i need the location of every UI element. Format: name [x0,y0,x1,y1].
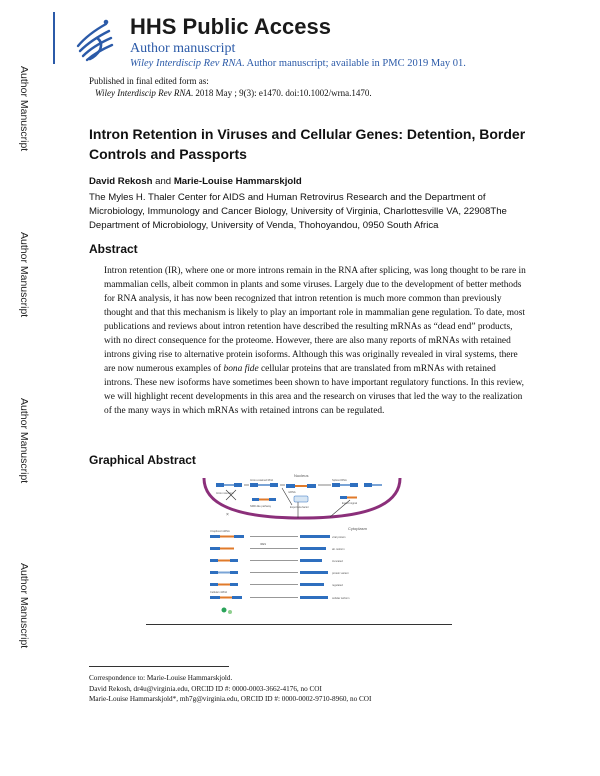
footnotes [89,673,371,705]
nuclear-transcripts [216,483,382,502]
svg-text:×: × [226,512,229,518]
cytoplasm-label: Cytoplasm [348,526,367,531]
cytoplasmic-products [210,529,349,614]
author-contact-2: Marie-Louise Hammarskjold*, mh7g@virginia.edu, ORCID ID #: 0000-0002-9710-8960, no COI [89,695,372,703]
svg-text:viral protein: viral protein [332,536,346,539]
svg-text:Export via factor: Export via factor [290,506,309,509]
published-as-note: Published in final edited form as: [89,76,209,86]
abstract-body [104,264,526,418]
author-list [89,176,302,187]
graphical-abstract-heading: Graphical Abstract [89,453,196,467]
svg-text:Intron-retained RNA: Intron-retained RNA [250,479,274,482]
figure-divider [146,624,452,625]
abstract-heading: Abstract [89,242,138,256]
svg-text:Cellular mRNA: Cellular mRNA [210,591,228,594]
sidebar-author-manuscript-4: Author Manuscript [18,563,30,649]
hhs-eagle-logo-icon [72,12,118,64]
svg-text:Intron retention: Intron retention [216,492,234,495]
citation-details: . 2018 May ; 9(3): e1470. doi:10.1002/wrna.1470. [190,88,372,98]
header-divider [53,12,55,64]
abstract-text-2: cellular proteins that are translated from mRNAs with retained introns. These new isoforms have sometimes been shown to have important regulatory functions. In this review, we will highlight recent developments in this area and the research on viruses that led the way to the realization of the many ways in which mRNAs with retained introns can be regulated. [104,364,524,416]
nucleus-label: Nucleus [294,473,309,478]
correspondence-note: Correspondence to: Marie-Louise Hammarskjold. [89,674,233,682]
svg-text:regulated: regulated [332,584,343,587]
svg-text:cellular isoform: cellular isoform [332,597,350,600]
author-name-2: Marie-Louise Hammarskjold [173,176,302,187]
hhs-public-access-title: HHS Public Access [130,14,331,39]
svg-text:alt. isoform: alt. isoform [332,548,345,551]
author-conjunction: and [155,176,172,187]
sidebar-author-manuscript-1: Author Manuscript [18,66,30,152]
sidebar-author-manuscript-2: Author Manuscript [18,232,30,318]
svg-text:Spliced RNA: Spliced RNA [332,479,347,482]
svg-text:protein variant: protein variant [332,572,349,575]
author-contact-1: David Rekosh, dr4u@virginia.edu, ORCID ID #: 0000-0003-3662-4176, no COI [89,684,322,693]
graphical-abstract-figure [190,470,415,618]
svg-text:mRNA: mRNA [288,491,296,494]
affiliations: The Myles H. Thaler Center for AIDS and Human Retrovirus Research and the Department of Microbiology, Immunology and Cancer Biology, University of Virginia, Charlottesville VA, 22908The Department of Microbiology, University of Venda, Thohoyandou, 0950 South Africa [89,192,507,231]
availability-text: . Author manuscript; available in PMC 2019 May 01. [241,58,466,69]
abstract-italic-term: bona fide [223,364,259,374]
citation-journal: Wiley Interdiscip Rev RNA [95,88,191,98]
abstract-text-1: Intron retention (IR), where one or more introns remain in the RNA after splicing, was long thought to be rare in mammalian cells, albeit common in plants and some viruses. Largely due to the development of better methods for RNA analysis, it has now been recognized that intron retention is much more common than previously thought and that this mechanism is likely to play an important role in mammalian gene regulation. To date, most publications and reviews about intron retention have described the resulting mRNAs as “dead end” products, with no direct consequence for the proteome. However, there are also many reports of mRNAs with retained introns giving rise to alternative protein isoforms. Although this was originally revealed in viral systems, there are now numerous examples of [104,266,526,374]
author-manuscript-label: Author manuscript [130,41,236,56]
svg-text:truncated: truncated [332,560,343,563]
journal-availability [130,58,466,69]
svg-text:Export signal: Export signal [342,502,357,505]
svg-text:IRES: IRES [260,543,267,546]
svg-text:Unspliced mRNA: Unspliced mRNA [210,530,230,533]
footnote-divider [89,666,229,667]
author-name-1: David Rekosh [89,176,153,187]
svg-text:NMD-like pathway: NMD-like pathway [250,505,272,508]
article-title: Intron Retention in Viruses and Cellular Genes: Detention, Border Controls and Passports [89,126,526,162]
sidebar-author-manuscript-3: Author Manuscript [18,398,30,484]
journal-name: Wiley Interdiscip Rev RNA [130,58,242,69]
citation [95,88,372,98]
